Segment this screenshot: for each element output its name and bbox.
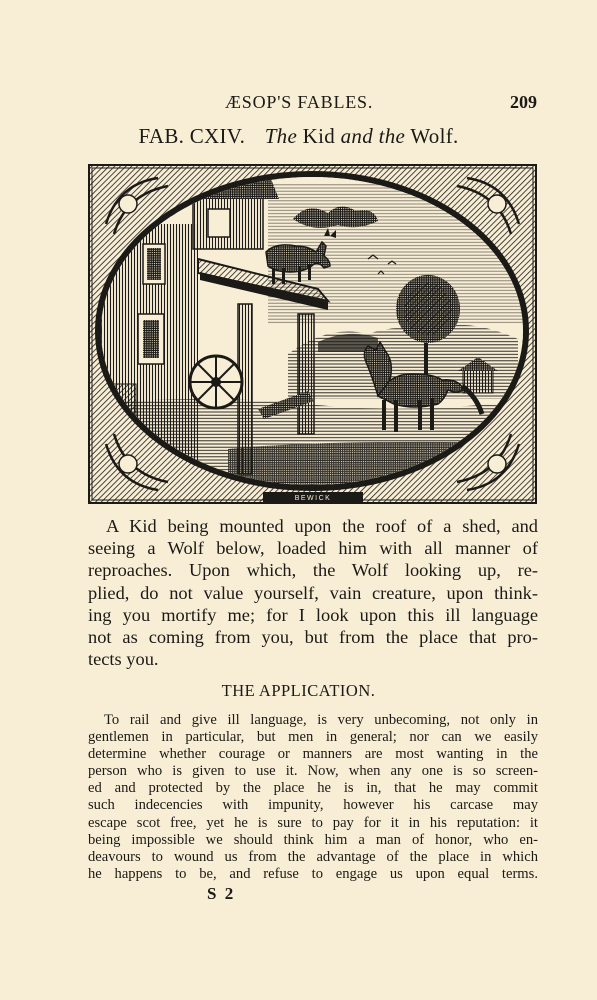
application-line: determine whether courage or manners are most wanting in the: [88, 746, 538, 763]
application-heading: THE APPLICATION.: [221, 681, 376, 700]
fable-title-the: The: [264, 124, 298, 148]
fable-title-and: and: [340, 124, 374, 148]
application-line: such indecencies with impunity, however his carcase may: [88, 797, 538, 814]
application-line: he happens to be, and refuse to engage us upon equal terms.: [88, 865, 538, 882]
fable-title-the2: the: [378, 124, 406, 148]
fable-title: [0, 124, 597, 149]
fable-title-wolf: Wolf.: [410, 124, 459, 148]
application-line: To rail and give ill language, is very unbecoming, not only in: [104, 712, 538, 728]
fable-title-kid: Kid: [302, 124, 336, 148]
body-line: plied, do not value yourself, vain creature, upon think-: [88, 582, 538, 603]
application-line: escape scot free, yet he is sure to pay for it in his reputation: it: [88, 814, 538, 831]
application-line: being impossible we should think him a man of honor, who en-: [88, 831, 538, 848]
body-line: ing you mortify me; for I look upon this ill language: [88, 604, 538, 625]
body-line: reproaches. Upon which, the Wolf looking up, re-: [88, 560, 538, 581]
application-text: [88, 712, 538, 883]
fable-body: [88, 515, 538, 670]
application-line: gentlemen in particular, but men in general; nor can we easily: [88, 729, 538, 746]
fable-number: FAB. CXIV.: [138, 124, 246, 148]
body-line: seeing a Wolf below, loaded him with all manner of: [88, 538, 538, 559]
application-line: deavours to wound us from the advantage of the place in which: [88, 848, 538, 865]
body-line: tects you.: [88, 649, 159, 670]
illustration-credit: BEWICK: [294, 495, 332, 502]
woodcut-illustration: [88, 164, 537, 506]
running-head: [0, 92, 597, 116]
body-line: A Kid being mounted upon the roof of a shed, and: [106, 516, 538, 536]
body-line: not as coming from you, but from the place that pro-: [88, 627, 538, 648]
running-title: ÆSOP'S FABLES.: [225, 92, 374, 112]
page-number: 209: [510, 92, 537, 112]
signature-mark: S 2: [207, 884, 236, 903]
application-line: person who is given to use it. Now, when any one is so screen-: [88, 763, 538, 780]
application-line: ed and protected by the place he is in, that he may commit: [88, 780, 538, 797]
